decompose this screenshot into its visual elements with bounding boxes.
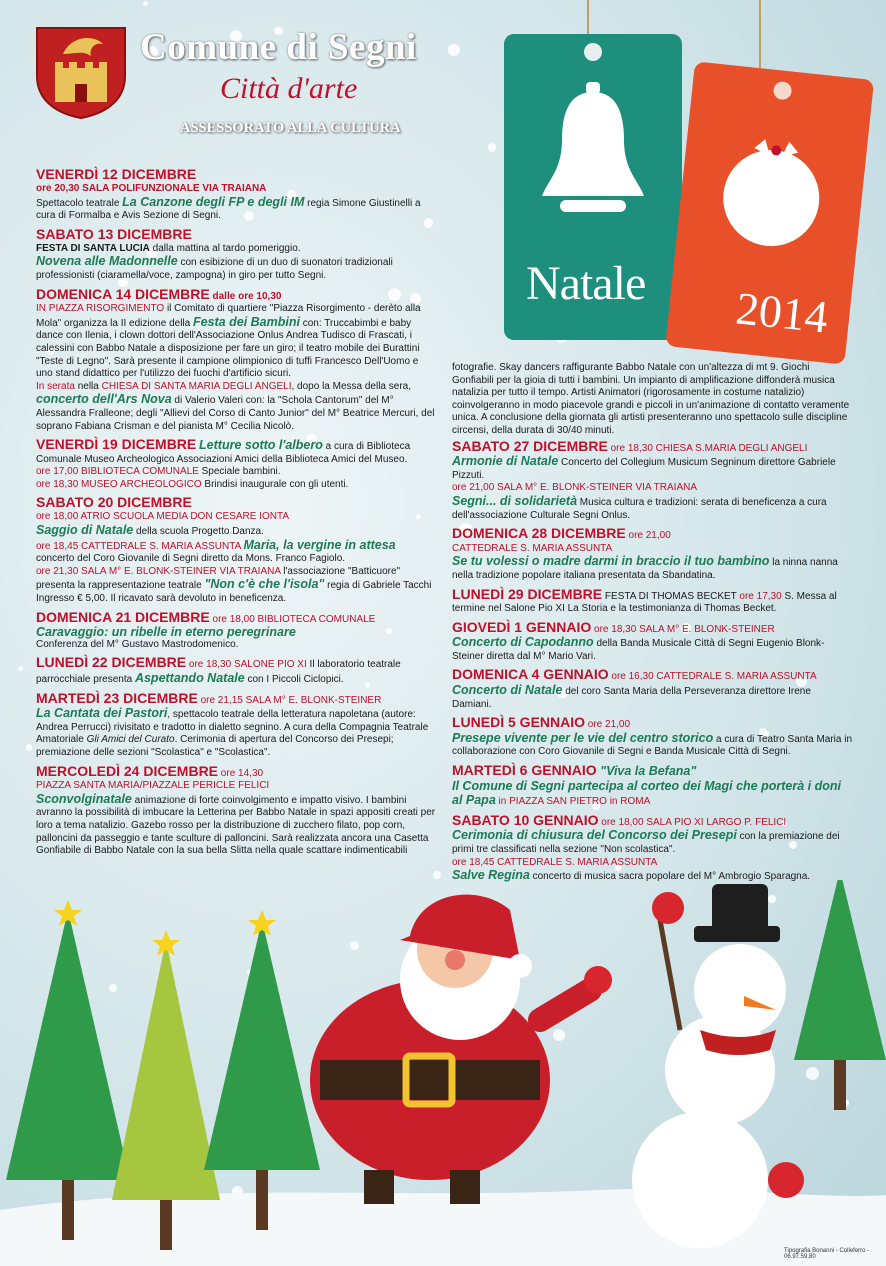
snowflake <box>433 871 441 879</box>
event-23-dicembre: MARTEDÌ 23 DICEMBRE ore 21,15 SALA M° E. BLONK-STEINER La Cantata dei Pastori, spettacolo teatrale della letteratura napoletana (autore: Andrea Perrucci) rivisitato e tradotto in dialetto segnino. A cura della Compagnia Teatrale Amatoriale Gli Amici del Curato. Cerimonia di apertura del Concorso dei Presepi; premiazione delle sezioni "Scolastica" e "Scolastica". <box>36 689 429 758</box>
event-24-continued: fotografie. Skay dancers raffigurante Babbo Natale con un'altezza di mt 9. Giochi Gonfiabili per la gioia di tutti i bambini. Un impianto di amplificazione diffonderà musica natalizia per tutto il tempo. Artisti Animatori (rigorosamente in costume natalizio) coinvolgeranno in modo piacevole grandi e piccoli in un'animazione di contatto veramente unica. A conclusione della giornata gli artisti presenteranno uno spettacolo sulle discipline circensi, della durata di 30/40 minuti. <box>452 362 850 436</box>
tag-year: 2014 <box>733 282 831 343</box>
event-13-dicembre: SABATO 13 DICEMBRE FESTA DI SANTA LUCIA dalla mattina al tardo pomeriggio. Novena alle Madonnelle con esibizione di un duo di suonatori tradizionali professionisti (ciaramella/voce, zampogna) in giro per tutto Segni. <box>36 225 393 281</box>
event-12-dicembre: VENERDÌ 12 DICEMBRE ore 20,30 SALA POLIFUNZIONALE VIA TRAIANA Spettacolo teatrale La Canzone degli FP e degli IM regia Simone Giustinelli a cura di Formalba e Avis Sezione di Segni. <box>36 166 421 222</box>
event-28-dicembre: DOMENICA 28 DICEMBRE ore 21,00 CATTEDRALE S. MARIA ASSUNTA Se tu volessi o madre darmi in braccio il tuo bambino la ninna nanna nella tradizione popolare italiana presentata da Sbandatina. <box>452 525 838 581</box>
event-24-dicembre: MERCOLEDÌ 24 DICEMBRE ore 14,30 PIAZZA SANTA MARIA/PIAZZALE PERICLE FELICI Sconvolginatale animazione di forte coinvolgimento e impatto visivo. I bambini avranno la possibilità di imbucare la Letterina per Babbo Natale in spazi appositi creati per loro a tema natalizio. Gazebo rosso per la distribuzione di zucchero filato, pop corn, palloncini da passeggio e tante sculture di palloncini. Sarà realizzata ancora una Casetta Gonfiabile di Babbo Natale con la sua bella Slitta nella quale scattare indimenticabili <box>36 762 436 857</box>
coat-of-arms-icon <box>33 24 129 120</box>
snowflake <box>143 1 148 6</box>
page-title: Comune di Segni <box>140 27 417 68</box>
snowflake <box>18 666 23 671</box>
page-subtitle: Città d'arte <box>220 72 358 105</box>
event-29-dicembre: LUNEDÌ 29 DICEMBRE FESTA DI THOMAS BECKET ore 17,30 S. Messa al termine nel Salone Pio XI La Storia e la testimonianza di Thomas Becket. <box>452 585 837 615</box>
event-20-dicembre: SABATO 20 DICEMBRE ore 18,00 ATRIO SCUOLA MEDIA DON CESARE IONTA Saggio di Natale della scuola Progetto Danza. ore 18,45 CATTEDRALE S. MARIA ASSUNTA Maria, la vergine in attesa concerto del Coro Giovanile di Segni diretto da Mons. Franco Fagiolo. ore 21,30 SALA M° E. BLONK-STEINER VIA TRAIANA l'associazione "Batticuore" presenta la rappresentazione teatrale "Non c'è che l'isola" regia di Gabriele Tacchi Ingresso € 5,00. Il ricavato sarà devoluto in beneficenza. <box>36 494 432 605</box>
event-21-dicembre: DOMENICA 21 DICEMBRE ore 18,00 BIBLIOTECA COMUNALE Caravaggio: un ribelle in eterno peregrinare Conferenza del M° Gustavo Mastrodomenico. <box>36 608 376 650</box>
christmas-illustration <box>0 880 886 1266</box>
event-14-dicembre: DOMENICA 14 DICEMBRE dalle ore 10,30 IN PIAZZA RISORGIMENTO il Comitato di quartiere "Piazza Risorgimento - derèto alla Mola" organizza la II edizione della Festa dei Bambini con: Truccabimbi e baby dance con Ilenia, i clown dottori dell'Associazione Onlus Andrea Tudisco di Frascati, i calessini con Babbo Natale a disposizione per fare un giro; il teatro mobile dei Burattini "Teste di Legno". Sarà presente il campione olimpionico di tuffi Francesco Dell'Uomo e uno stand didattico per l'utilizzo dei fuochi d'artificio sicuri. In serata nella CHIESA DI SANTA MARIA DEGLI ANGELI, dopo la Messa della sera, concerto dell'Ars Nova di Valerio Valeri con: la "Schola Cantorum" del M° Alessandra Fralleone; degli "Allievi del Corso di Canto Junior" del M° Beatrice Mercuri, del soprano Fabiana Crisman e del pianista M° Cecilia Nicolò. <box>36 285 435 432</box>
tag-natale: Natale <box>526 257 646 310</box>
department-label: ASSESSORATO ALLA CULTURA <box>180 120 401 136</box>
event-10-gennaio: SABATO 10 GENNAIO ore 18,00 SALA PIO XI LARGO P. FELICI Cerimonia di chiusura del Concorso dei Presepi con la premiazione dei primi tre classificati nella sezione "Non scolastica". ore 18,45 CATTEDRALE S. MARIA ASSUNTA Salve Regina concerto di musica sacra popolare del M° Ambrogio Sparagna. <box>452 811 840 883</box>
printer-credit: Tipografia Bonanni - Colleferro - 06.97.59.80 <box>784 1248 870 1260</box>
snowflake <box>26 744 33 751</box>
right-event-column <box>452 362 852 887</box>
event-4-gennaio: DOMENICA 4 GENNAIO ore 16,30 CATTEDRALE S. MARIA ASSUNTA Concerto di Natale del coro Santa Maria della Perseveranza direttore Irene Damiani. <box>452 666 817 710</box>
event-1-gennaio: GIOVEDÌ 1 GENNAIO ore 18,30 SALA M° E. BLONK-STEINER Concerto di Capodanno della Banda Musicale Città di Segni Eugenio Blonk-Steiner diretta dal M° Mario Vari. <box>452 618 825 662</box>
left-event-column <box>36 166 436 861</box>
event-6-gennaio: MARTEDÌ 6 GENNAIO "Viva la Befana" Il Comune di Segni partecipa al corteo dei Magi che porterà i doni al Papa in PIAZZA SAN PIETRO in ROMA <box>452 762 841 808</box>
snowflake <box>448 44 461 57</box>
event-5-gennaio: LUNEDÌ 5 GENNAIO ore 21,00 Presepe vivente per le vie del centro storico a cura di Teatro Santa Maria in collaborazione con Coro Giovanile di Segni e Banda Musicale Città di Segni. <box>452 714 853 758</box>
event-22-dicembre: LUNEDÌ 22 DICEMBRE ore 18,30 SALONE PIO XI Il laboratorio teatrale parrocchiale presenta Aspettando Natale con I Piccoli Ciclopici. <box>36 654 401 685</box>
event-19-dicembre: VENERDÌ 19 DICEMBRE Letture sotto l'albero a cura di Biblioteca Comunale Museo Archeologico Associazioni Amici della Biblioteca Amici del Museo. ore 17,00 BIBLIOTECA COMUNALE Speciale bambini. ore 18,30 MUSEO ARCHEOLOGICO Brindisi inaugurale con gli utenti. <box>36 436 411 490</box>
event-27-dicembre: SABATO 27 DICEMBRE ore 18,30 CHIESA S.MARIA DEGLI ANGELI Armonie di Natale Concerto del Collegium Musicum Segninum direttore Gabriele Pizzuti. ore 21,00 SALA M° E. BLONK-STEINER VIA TRAIANA Segni... di solidarietà Musica cultura e tradizioni: serata di beneficenza a cura dell'associazione Culturale Segni Onlus. <box>452 437 836 521</box>
